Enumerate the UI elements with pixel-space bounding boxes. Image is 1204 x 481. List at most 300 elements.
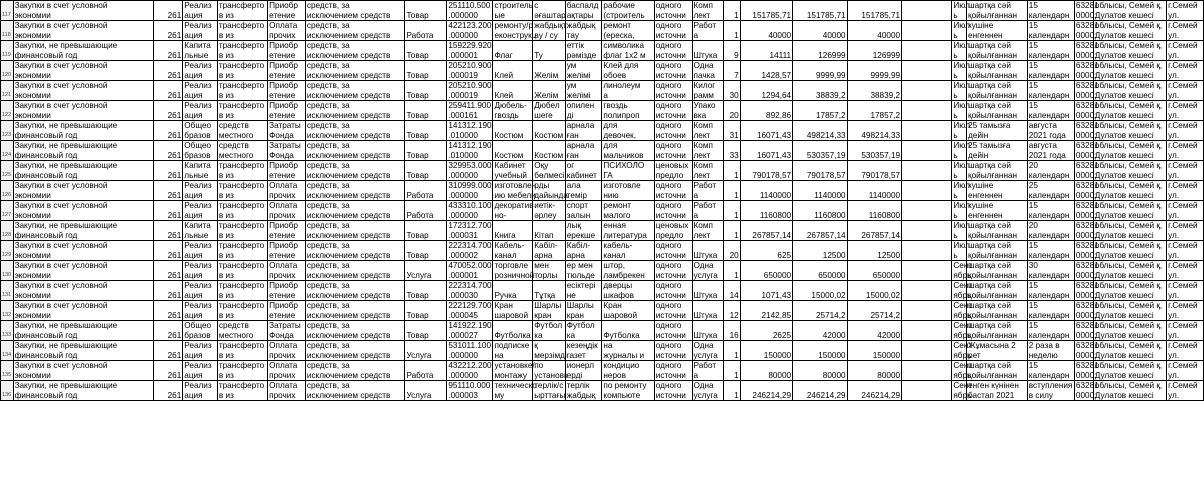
cell-item-type[interactable]: Товар — [405, 41, 447, 61]
cell-amount-first[interactable]: 246214,29 — [793, 381, 847, 401]
cell-program-code[interactable]: 261 — [153, 141, 182, 161]
cell-kato-code[interactable] — [1074, 61, 1099, 81]
cell-unit-price[interactable]: 246214,29 — [740, 381, 792, 401]
cell-budget-program[interactable] — [13, 161, 153, 181]
cell-delivery-term-kz[interactable] — [967, 241, 1028, 261]
cell-delivery-term-ru[interactable] — [1027, 301, 1074, 321]
cell-description-kz[interactable] — [565, 161, 602, 181]
cell-item-type[interactable]: Товар — [405, 221, 447, 241]
cell-expense-type[interactable] — [268, 101, 306, 121]
cell-delivery-term-ru[interactable] — [1027, 121, 1074, 141]
cell-amount-first[interactable]: 150000 — [793, 341, 847, 361]
cell-funding-source[interactable] — [217, 21, 267, 41]
cell-quantity[interactable]: 1 — [723, 221, 740, 241]
cell-quantity[interactable]: 1 — [723, 341, 740, 361]
cell-delivery-term-kz[interactable] — [967, 261, 1028, 281]
cell-address-kz[interactable] — [1093, 121, 1166, 141]
table-row[interactable] — [1, 201, 1204, 221]
cell-description-ru[interactable] — [602, 161, 654, 181]
cell-reserve[interactable] — [902, 261, 952, 281]
cell-unit-price[interactable]: 790178,57 — [740, 161, 792, 181]
cell-delivery-term-ru[interactable] — [1027, 341, 1074, 361]
cell-delivery-term-kz[interactable] — [967, 381, 1028, 401]
cell-kato-code[interactable] — [1074, 301, 1099, 321]
cell-specifics[interactable] — [183, 221, 218, 241]
cell-quantity[interactable]: 12 — [723, 301, 740, 321]
cell-delivery-term-ru[interactable] — [1027, 221, 1074, 241]
cell-reserve[interactable] — [902, 41, 952, 61]
cell-item-name-kz[interactable]: Кітап — [533, 221, 565, 241]
cell-description-ru[interactable] — [602, 41, 654, 61]
cell-item-type[interactable]: Работа — [405, 361, 447, 381]
cell-quantity[interactable]: 33 — [723, 141, 740, 161]
cell-unit-price[interactable]: 1140000 — [740, 181, 792, 201]
cell-program-code[interactable]: 261 — [153, 341, 182, 361]
cell-item-name-kz[interactable] — [533, 201, 565, 221]
cell-unit[interactable] — [692, 141, 723, 161]
cell-item-name-kz[interactable] — [533, 381, 565, 401]
cell-unit-price[interactable]: 40000 — [740, 21, 792, 41]
table-row[interactable] — [1, 41, 1204, 61]
cell-ktru-code[interactable] — [447, 141, 493, 161]
cell-item-name-ru[interactable]: Ручка — [493, 281, 533, 301]
row-number[interactable]: 117 — [1, 1, 14, 21]
cell-expense-type[interactable] — [268, 241, 306, 261]
cell-unit-price[interactable]: 150000 — [740, 341, 792, 361]
cell-budget-program[interactable] — [13, 141, 153, 161]
cell-expense-type[interactable] — [268, 61, 306, 81]
cell-description-kz[interactable] — [565, 101, 602, 121]
cell-item-type[interactable]: Товар — [405, 281, 447, 301]
cell-delivery-term-ru[interactable] — [1027, 41, 1074, 61]
cell-unit[interactable]: Штука — [692, 301, 723, 321]
row-number[interactable]: 134 — [1, 341, 14, 361]
cell-address-ru[interactable] — [1167, 381, 1204, 401]
cell-description-ru[interactable] — [602, 1, 654, 21]
table-row[interactable] — [1, 281, 1204, 301]
cell-amount-total[interactable]: 1140000 — [847, 181, 901, 201]
cell-address-kz[interactable] — [1093, 361, 1166, 381]
cell-funding-source[interactable] — [217, 221, 267, 241]
cell-program-code[interactable]: 261 — [153, 201, 182, 221]
cell-address-ru[interactable] — [1167, 101, 1204, 121]
cell-ktru-code[interactable] — [447, 21, 493, 41]
cell-item-name-ru[interactable] — [493, 161, 533, 181]
cell-ktru-code[interactable] — [447, 161, 493, 181]
cell-month[interactable] — [952, 41, 970, 61]
cell-amount-total[interactable]: 126999 — [847, 41, 901, 61]
cell-address-kz[interactable] — [1093, 281, 1166, 301]
cell-address-kz[interactable] — [1093, 301, 1166, 321]
cell-kato-code[interactable] — [1074, 201, 1099, 221]
cell-subprogram-name[interactable] — [305, 181, 405, 201]
cell-amount-total[interactable]: 1160800 — [847, 201, 901, 221]
cell-description-kz[interactable] — [565, 301, 602, 321]
cell-program-code[interactable]: 261 — [153, 281, 182, 301]
cell-amount-first[interactable]: 42000 — [793, 321, 847, 341]
cell-program-code[interactable]: 261 — [153, 101, 182, 121]
cell-unit-price[interactable]: 16071,43 — [740, 121, 792, 141]
cell-procurement-method[interactable] — [654, 161, 692, 181]
table-row[interactable] — [1, 1, 1204, 21]
cell-month[interactable] — [952, 21, 970, 41]
cell-ktru-code[interactable] — [447, 301, 493, 321]
cell-delivery-term-kz[interactable] — [967, 41, 1028, 61]
cell-funding-source[interactable] — [217, 161, 267, 181]
cell-delivery-term-ru[interactable] — [1027, 321, 1074, 341]
cell-item-type[interactable]: Товар — [405, 1, 447, 21]
table-row[interactable] — [1, 261, 1204, 281]
cell-amount-first[interactable]: 1160800 — [793, 201, 847, 221]
cell-address-ru[interactable] — [1167, 301, 1204, 321]
cell-address-kz[interactable] — [1093, 181, 1166, 201]
cell-description-ru[interactable] — [602, 141, 654, 161]
cell-quantity[interactable]: 30 — [723, 81, 740, 101]
cell-program-code[interactable]: 261 — [153, 241, 182, 261]
cell-unit[interactable] — [692, 261, 723, 281]
cell-ktru-code[interactable] — [447, 321, 493, 341]
cell-subprogram-name[interactable] — [305, 1, 405, 21]
cell-unit[interactable] — [692, 101, 723, 121]
row-number[interactable]: 122 — [1, 101, 14, 121]
cell-subprogram-name[interactable] — [305, 201, 405, 221]
cell-quantity[interactable]: 7 — [723, 61, 740, 81]
cell-item-name-ru[interactable] — [493, 21, 537, 41]
row-number[interactable]: 125 — [1, 161, 14, 181]
cell-procurement-method[interactable] — [654, 301, 692, 321]
cell-reserve[interactable] — [902, 341, 952, 361]
cell-program-code[interactable]: 261 — [153, 381, 182, 401]
cell-description-ru[interactable] — [602, 81, 654, 101]
cell-amount-total[interactable]: 17857,2 — [847, 101, 901, 121]
cell-item-name-kz[interactable] — [533, 241, 565, 261]
cell-expense-type[interactable] — [268, 281, 306, 301]
cell-kato-code[interactable] — [1074, 261, 1099, 281]
row-number[interactable]: 121 — [1, 81, 14, 101]
cell-description-ru[interactable] — [602, 361, 654, 381]
cell-procurement-method[interactable] — [654, 41, 692, 61]
cell-description-ru[interactable] — [602, 221, 654, 241]
cell-specifics[interactable] — [183, 181, 218, 201]
cell-procurement-method[interactable] — [654, 61, 692, 81]
cell-delivery-term-kz[interactable] — [967, 61, 1028, 81]
cell-kato-code[interactable] — [1074, 101, 1099, 121]
row-number[interactable]: 119 — [1, 41, 14, 61]
cell-amount-first[interactable]: 80000 — [793, 361, 847, 381]
cell-address-kz[interactable] — [1093, 321, 1166, 341]
cell-description-kz[interactable] — [565, 181, 602, 201]
cell-quantity[interactable]: 1 — [723, 1, 740, 21]
cell-address-kz[interactable] — [1093, 241, 1166, 261]
cell-program-code[interactable]: 261 — [153, 221, 182, 241]
cell-specifics[interactable] — [183, 81, 218, 101]
cell-item-name-ru[interactable] — [493, 301, 533, 321]
cell-ktru-code[interactable] — [447, 241, 493, 261]
cell-subprogram-name[interactable] — [305, 361, 405, 381]
cell-quantity[interactable]: 20 — [723, 241, 740, 261]
cell-address-kz[interactable] — [1093, 261, 1166, 281]
cell-delivery-term-kz[interactable] — [967, 21, 1028, 41]
cell-address-ru[interactable] — [1167, 221, 1204, 241]
cell-specifics[interactable] — [183, 41, 218, 61]
cell-item-name-ru[interactable] — [493, 341, 533, 361]
cell-address-kz[interactable] — [1093, 61, 1166, 81]
cell-ktru-code[interactable] — [447, 281, 493, 301]
cell-funding-source[interactable] — [217, 41, 267, 61]
cell-subprogram-name[interactable] — [305, 41, 405, 61]
cell-delivery-term-ru[interactable] — [1027, 241, 1074, 261]
cell-kato-code[interactable] — [1074, 321, 1099, 341]
cell-budget-program[interactable] — [13, 101, 153, 121]
table-row[interactable] — [1, 61, 1204, 81]
cell-expense-type[interactable] — [268, 121, 306, 141]
cell-reserve[interactable] — [902, 221, 952, 241]
cell-amount-total[interactable]: 650000 — [847, 261, 901, 281]
cell-description-kz[interactable] — [565, 41, 602, 61]
cell-procurement-method[interactable] — [654, 321, 692, 341]
cell-procurement-method[interactable] — [654, 381, 692, 401]
cell-expense-type[interactable] — [268, 221, 306, 241]
cell-unit-price[interactable]: 892,86 — [740, 101, 792, 121]
cell-unit[interactable] — [692, 121, 723, 141]
cell-description-kz[interactable] — [565, 141, 602, 161]
cell-subprogram-name[interactable] — [305, 81, 405, 101]
cell-description-kz[interactable] — [565, 241, 602, 261]
cell-unit-price[interactable]: 14111 — [740, 41, 792, 61]
cell-item-type[interactable]: Работа — [405, 181, 447, 201]
row-number[interactable]: 132 — [1, 301, 14, 321]
cell-expense-type[interactable] — [268, 81, 306, 101]
table-row[interactable] — [1, 21, 1204, 41]
cell-delivery-term-ru[interactable] — [1027, 81, 1074, 101]
cell-expense-type[interactable] — [268, 181, 306, 201]
cell-program-code[interactable]: 261 — [153, 261, 182, 281]
cell-address-kz[interactable] — [1093, 41, 1166, 61]
cell-ktru-code[interactable] — [447, 261, 493, 281]
table-row[interactable] — [1, 361, 1204, 381]
cell-delivery-term-kz[interactable] — [967, 161, 1028, 181]
cell-delivery-term-ru[interactable] — [1027, 361, 1074, 381]
cell-item-name-ru[interactable] — [493, 261, 533, 281]
cell-expense-type[interactable] — [268, 21, 306, 41]
cell-program-code[interactable]: 261 — [153, 161, 182, 181]
cell-delivery-term-kz[interactable] — [967, 141, 1028, 161]
cell-funding-source[interactable] — [217, 381, 267, 401]
cell-expense-type[interactable] — [268, 41, 306, 61]
cell-month[interactable] — [952, 1, 970, 21]
cell-amount-first[interactable]: 1140000 — [793, 181, 847, 201]
cell-description-ru[interactable] — [602, 101, 654, 121]
cell-unit[interactable] — [692, 361, 723, 381]
cell-procurement-method[interactable] — [654, 261, 692, 281]
cell-item-type[interactable]: Товар — [405, 301, 447, 321]
cell-kato-code[interactable] — [1074, 161, 1099, 181]
cell-address-kz[interactable] — [1093, 101, 1166, 121]
cell-quantity[interactable]: 20 — [723, 101, 740, 121]
cell-budget-program[interactable] — [13, 221, 153, 241]
cell-reserve[interactable] — [902, 141, 952, 161]
cell-address-ru[interactable] — [1167, 141, 1204, 161]
cell-procurement-method[interactable] — [654, 81, 692, 101]
cell-description-ru[interactable] — [602, 181, 654, 201]
cell-month[interactable] — [952, 181, 970, 201]
table-row[interactable] — [1, 381, 1204, 401]
cell-kato-code[interactable] — [1074, 381, 1099, 401]
cell-item-name-ru[interactable]: Клей — [493, 81, 533, 101]
cell-amount-total[interactable]: 498214,33 — [847, 121, 901, 141]
cell-procurement-method[interactable] — [654, 141, 692, 161]
table-row[interactable] — [1, 141, 1204, 161]
cell-description-ru[interactable] — [602, 261, 654, 281]
cell-procurement-method[interactable] — [654, 21, 692, 41]
cell-amount-total[interactable]: 530357,19 — [847, 141, 901, 161]
cell-delivery-term-kz[interactable] — [967, 221, 1028, 241]
cell-amount-first[interactable]: 15000,02 — [793, 281, 847, 301]
cell-budget-program[interactable] — [13, 61, 153, 81]
cell-budget-program[interactable] — [13, 261, 153, 281]
cell-budget-program[interactable] — [13, 201, 153, 221]
cell-unit-price[interactable]: 267857,14 — [740, 221, 792, 241]
cell-month[interactable] — [952, 381, 973, 401]
cell-ktru-code[interactable] — [447, 201, 493, 221]
cell-month[interactable] — [952, 341, 973, 361]
cell-address-ru[interactable] — [1167, 121, 1204, 141]
cell-item-type[interactable]: Товар — [405, 241, 447, 261]
cell-month[interactable] — [952, 161, 970, 181]
cell-delivery-term-ru[interactable] — [1027, 161, 1074, 181]
row-number[interactable]: 129 — [1, 241, 14, 261]
cell-item-name-ru[interactable] — [493, 101, 533, 121]
cell-funding-source[interactable] — [217, 361, 267, 381]
cell-unit[interactable] — [692, 181, 723, 201]
table-row[interactable] — [1, 181, 1204, 201]
cell-expense-type[interactable] — [268, 201, 306, 221]
cell-ktru-code[interactable] — [447, 361, 493, 381]
cell-program-code[interactable]: 261 — [153, 121, 182, 141]
cell-item-name-ru[interactable] — [493, 1, 533, 21]
cell-reserve[interactable] — [902, 21, 952, 41]
cell-item-name-kz[interactable] — [533, 361, 568, 381]
cell-address-kz[interactable] — [1093, 141, 1166, 161]
cell-amount-first[interactable]: 530357,19 — [793, 141, 847, 161]
cell-amount-first[interactable]: 126999 — [793, 41, 847, 61]
cell-amount-total[interactable]: 40000 — [847, 21, 901, 41]
cell-address-ru[interactable] — [1167, 201, 1204, 221]
cell-specifics[interactable] — [183, 141, 218, 161]
cell-program-code[interactable]: 261 — [153, 321, 182, 341]
cell-delivery-term-ru[interactable] — [1027, 381, 1074, 401]
cell-delivery-term-ru[interactable] — [1027, 21, 1074, 41]
cell-procurement-method[interactable] — [654, 201, 692, 221]
cell-month[interactable] — [952, 281, 973, 301]
cell-subprogram-name[interactable] — [305, 121, 405, 141]
cell-address-ru[interactable] — [1167, 261, 1204, 281]
cell-item-type[interactable]: Услуга — [405, 341, 447, 361]
cell-unit-price[interactable]: 2625 — [740, 321, 792, 341]
row-number[interactable]: 130 — [1, 261, 14, 281]
cell-kato-code[interactable] — [1074, 41, 1099, 61]
cell-specifics[interactable] — [183, 21, 218, 41]
cell-month[interactable] — [952, 201, 970, 221]
cell-address-kz[interactable] — [1093, 21, 1166, 41]
cell-reserve[interactable] — [902, 201, 952, 221]
cell-item-name-kz[interactable] — [533, 261, 565, 281]
cell-specifics[interactable] — [183, 101, 218, 121]
cell-address-kz[interactable] — [1093, 81, 1166, 101]
cell-procurement-method[interactable] — [654, 1, 692, 21]
cell-description-ru[interactable] — [602, 21, 654, 41]
cell-kato-code[interactable] — [1074, 81, 1099, 101]
cell-amount-first[interactable]: 267857,14 — [793, 221, 847, 241]
cell-item-name-ru[interactable] — [493, 181, 537, 201]
cell-reserve[interactable] — [902, 321, 952, 341]
cell-amount-total[interactable]: 790178,57 — [847, 161, 901, 181]
cell-description-kz[interactable] — [565, 61, 602, 81]
cell-expense-type[interactable] — [268, 161, 306, 181]
cell-item-name-ru[interactable]: Футболка — [493, 321, 533, 341]
cell-procurement-method[interactable] — [654, 341, 692, 361]
cell-item-type[interactable]: Товар — [405, 321, 447, 341]
cell-quantity[interactable]: 16 — [723, 321, 740, 341]
cell-reserve[interactable] — [902, 121, 952, 141]
cell-amount-first[interactable]: 17857,2 — [793, 101, 847, 121]
cell-specifics[interactable] — [183, 161, 218, 181]
cell-delivery-term-ru[interactable] — [1027, 1, 1074, 21]
cell-amount-total[interactable]: 9999,99 — [847, 61, 901, 81]
table-row[interactable] — [1, 221, 1204, 241]
cell-kato-code[interactable] — [1074, 181, 1099, 201]
cell-item-name-kz[interactable] — [533, 101, 565, 121]
cell-unit-price[interactable]: 625 — [740, 241, 792, 261]
cell-item-name-ru[interactable]: Костюм — [493, 121, 533, 141]
cell-ktru-code[interactable] — [447, 221, 493, 241]
cell-ktru-code[interactable] — [447, 81, 493, 101]
cell-kato-code[interactable] — [1074, 361, 1099, 381]
cell-delivery-term-ru[interactable] — [1027, 201, 1074, 221]
cell-address-ru[interactable] — [1167, 181, 1204, 201]
cell-description-kz[interactable] — [565, 341, 602, 361]
cell-kato-code[interactable] — [1074, 141, 1099, 161]
cell-subprogram-name[interactable] — [305, 261, 405, 281]
cell-month[interactable] — [952, 261, 973, 281]
cell-budget-program[interactable] — [13, 281, 153, 301]
table-row[interactable] — [1, 161, 1204, 181]
cell-address-kz[interactable] — [1093, 161, 1166, 181]
cell-subprogram-name[interactable] — [305, 301, 405, 321]
cell-item-name-kz[interactable]: Желім — [533, 61, 565, 81]
cell-month[interactable] — [952, 121, 970, 141]
cell-address-kz[interactable] — [1093, 221, 1166, 241]
cell-program-code[interactable]: 261 — [153, 361, 182, 381]
cell-delivery-term-kz[interactable] — [967, 361, 1028, 381]
row-number[interactable]: 136 — [1, 381, 14, 401]
cell-unit[interactable] — [692, 81, 723, 101]
cell-budget-program[interactable] — [13, 241, 153, 261]
row-number[interactable]: 135 — [1, 361, 14, 381]
row-number[interactable]: 124 — [1, 141, 14, 161]
cell-reserve[interactable] — [902, 361, 952, 381]
cell-unit[interactable]: Штука — [692, 321, 723, 341]
cell-item-name-kz[interactable]: Костюм — [533, 141, 565, 161]
cell-budget-program[interactable] — [13, 361, 153, 381]
cell-quantity[interactable]: 1 — [723, 21, 740, 41]
cell-item-name-ru[interactable] — [493, 361, 533, 381]
cell-unit[interactable] — [692, 21, 723, 41]
cell-funding-source[interactable] — [217, 281, 267, 301]
cell-unit[interactable]: Штука — [692, 241, 723, 261]
cell-unit[interactable] — [692, 381, 723, 401]
cell-quantity[interactable]: 31 — [723, 121, 740, 141]
